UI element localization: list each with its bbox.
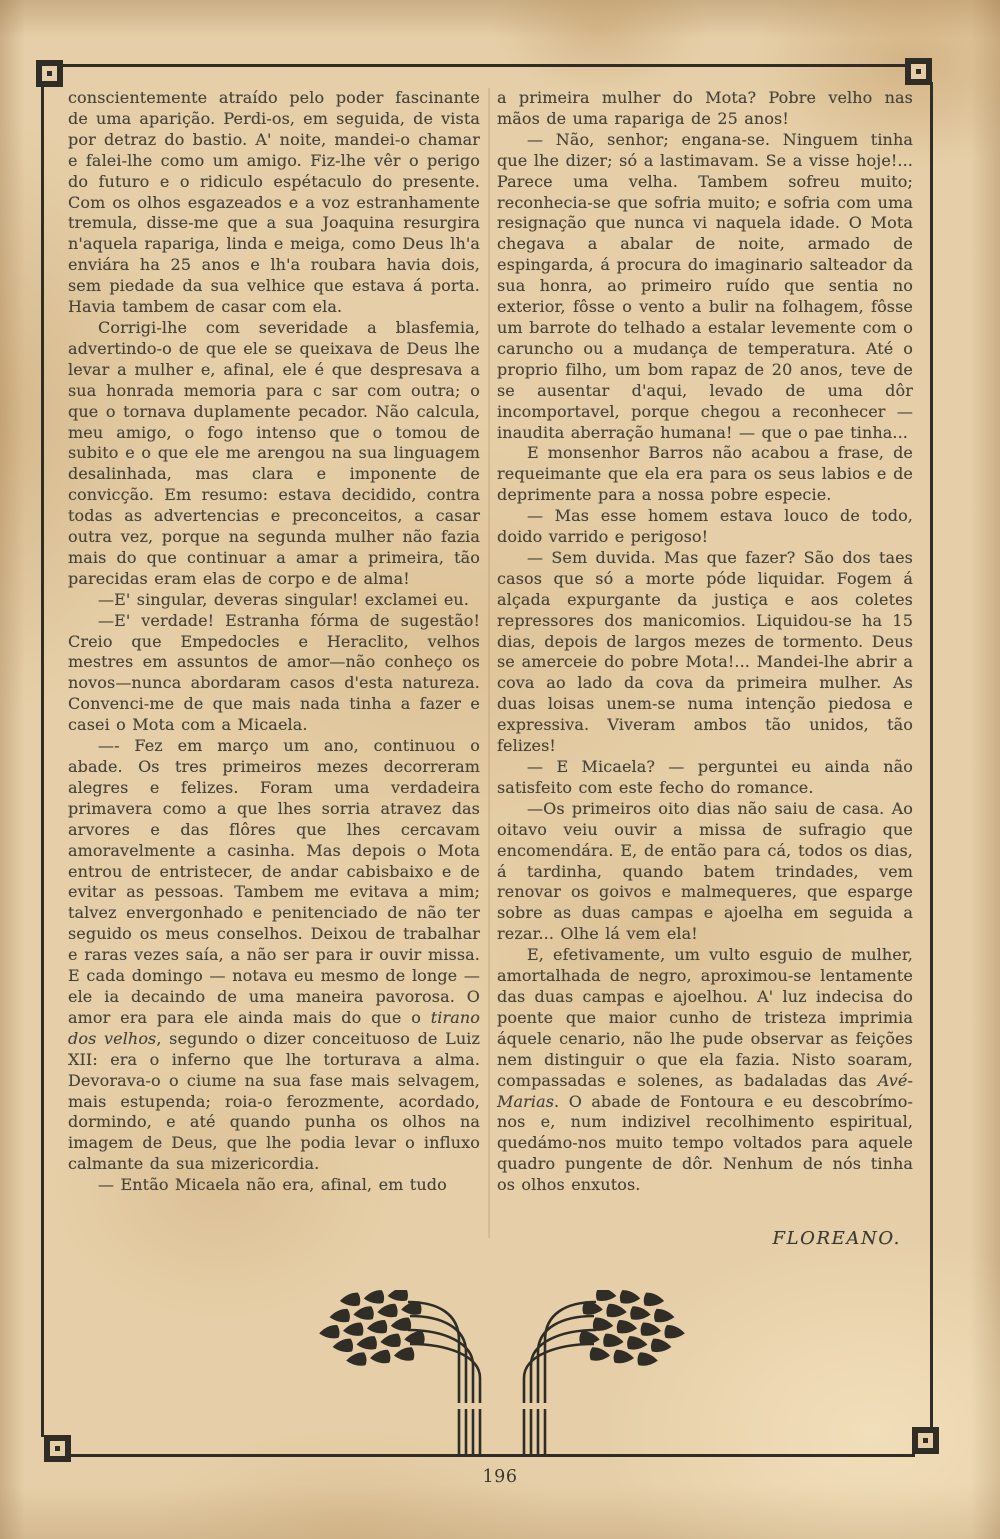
text-run: a primeira mulher do Mota? Pobre velho nas mãos de uma rapariga de 25 anos!	[497, 88, 913, 128]
italic-run: Avé-Marias	[497, 1070, 913, 1111]
text-run: , segundo o dizer conceituoso de Luiz XII: era o inferno que lhe torturava a alma. Devorava-o o ciume na sua fase mais selvagem, mais estupenda; roia-o ferozmente, acordado, dormindo, e até quando punha os olhos na imagem de Deus, que lhe podia levar o influxo calmante da sua mizericordia.	[68, 1028, 480, 1174]
paragraph	[497, 130, 913, 444]
text-run: — Sem duvida. Mas que fazer? São dos taes casos que só a morte póde liquidar. Fogem á alçada expurgante da justiça e aos coletes repressores dos manicomios. Liquidou-se ha 15 dias, depois de largos mezes de tormento. Deus se amerceie do pobre Mota!... Mandei-lhe abrir a cova ao lado da cova da primeira mulher. As duas loisas unem-se numa intenção piedosa e expressiva. Viveram ambos tão unidos, tão felizes!	[497, 547, 913, 756]
text-run: Corrigi-lhe com severidade a blasfemia, advertindo-o de que ele se queixava de Deus lhe levar a mulher e, afinal, ele é que despresava a sua honrada memoria para c sar com outra; o que o tornava duplamente pecador. Não calcula, meu amigo, o fogo intenso que o tomou de subito e o que ele me arengou na sua linguagem desalinhada, mas clara e imponente de convicção. Em resumo: estava decidido, contra todas as advertencias e preconceitos, a casar outra vez, porque na segunda mulher não fazia mais do que continuar a amar a primeira, tão parecidas eram elas de corpo e de alma!	[68, 317, 480, 588]
text-run: —E' verdade! Estranha fórma de sugestão! Creio que Empedocles e Heraclito, velhos mestres em assuntos de amor—não conheço os novos—nunca abordaram casos d'esta natureza. Convenci-me de que mais nada tinha a fazer e casei o Mota com a Micaela.	[68, 610, 480, 735]
text-run: — Então Micaela não era, afinal, em tudo	[98, 1175, 447, 1195]
text-run: — Mas esse homem estava louco de todo, doido varrido e perigoso!	[497, 506, 913, 547]
paragraph	[497, 548, 913, 757]
paragraph	[497, 88, 913, 130]
text-run: — Não, senhor; engana-se. Ninguem tinha que lhe dizer; só a lastimavam. Se a visse hoje!... Parece uma velha. Tambem sofreu muito; reconhecia-se que sofria muito; e sofria com uma resignação que nunca vi naquela idade. O Mota chegava a abalar de noite, armado de espingarda, á procura do imaginario salteador da sua honra, ao primeiro ruído que sentia no exterior, fôsse o vento a bulir na folhagem, fôsse um barrote do telhado a estalar levemente com o caruncho ou a mudança de temperatura. Até o proprio filho, um bom rapaz de 20 anos, teve de se ausentar d'aqui, levado de uma dôr incomportavel, porque chegou a reconhecer — inaudita aberração humana! — que o pae tinha...	[497, 129, 913, 442]
paragraph	[68, 590, 480, 611]
corner-ornament-icon	[44, 1435, 71, 1462]
text-run: E monsenhor Barros não acabou a frase, de requeimante que ela era para os seus labios e de deprimente para a nossa pobre especie.	[497, 443, 913, 505]
text-run: —- Fez em março um ano, continuou o abade. Os tres primeiros mezes decorreram alegres e felizes. Foram uma verdadeira primavera como a que lhes sorria atravez das arvores e das flôres que lhes cercavam amoravelmente a casinha. Mas depois o Mota entrou de entristecer, de andar cabisbaixo e de evitar as pessoas. Tambem me evitava a mim; talvez envergonhado e penitenciado de não ter seguido os meus conselhos. Deixou de trabalhar e raras vezes saía, a não ser para ir ouvir missa. E cada domingo — notava eu mesmo de longe — ele ia decaindo de uma maneira pavorosa. O amor era para ele ainda mais do que o	[68, 736, 480, 1027]
paragraph	[68, 88, 480, 318]
corner-ornament-icon	[912, 1427, 939, 1454]
text-run: —Os primeiros oito dias não saiu de casa. Ao oitavo veiu ouvir a missa de sufragio que encomendára. E, de então para cá, todos os dias, á tardinha, quando batem trindades, vem renovar os goivos e malmequeres, que esparge sobre as duas campas e ajoelha em seguida a rezar... Olhe lá vem ela!	[497, 798, 913, 944]
frame-border-right	[930, 82, 933, 1429]
paragraph	[68, 736, 480, 1175]
text-run: — E Micaela? — perguntei eu ainda não satisfeito com este fecho do romance.	[497, 757, 913, 797]
text-run: . O abade de Fontoura e eu descobrímo-nos e, num indizivel recolhimento espiritual, quedámo-nos muito tempo voltados para aquele quadro pungente de dôr. Nenhum de nós tinha os olhos enxutos.	[497, 1091, 913, 1195]
paragraph	[497, 506, 913, 548]
paragraph	[497, 945, 913, 1196]
column-gutter-crease	[488, 88, 490, 1238]
paragraph	[68, 611, 480, 736]
italic-run: tirano dos velhos	[68, 1007, 480, 1048]
left-column	[68, 88, 480, 1196]
text-run: conscientemente atraído pelo poder fascinante de uma aparição. Perdi-os, em seguida, de vista por detraz do bastio. A' noite, mandei-o chamar e falei-lhe como um amigo. Fiz-lhe vêr o perigo do futuro e o ridiculo espétaculo do presente. Com os olhos esgazeados e a voz estranhamente tremula, disse-me que a sua Joaquina resurgira n'aquela rapariga, linda e meiga, como Deus lh'a enviára ha 25 anos e lh'a roubara havia dois, sem piedade da sua velhice que estava á porta. Havia tambem de casar com ela.	[68, 88, 480, 317]
frame-border-top	[57, 64, 908, 67]
paragraph	[497, 443, 913, 506]
paragraph	[68, 318, 480, 590]
paragraph	[497, 799, 913, 945]
paragraph	[497, 757, 913, 799]
text-run: —E' singular, deveras singular! exclamei eu.	[98, 589, 469, 609]
author-signature: FLOREANO.	[772, 1228, 901, 1249]
page-number: 196	[482, 1467, 518, 1487]
text-run: E, efetivamente, um vulto esguio de mulher, amortalhada de negro, aproximou-se lentamente das duas campas e ajoelhou. A' luz indecisa do poente que maior cunho de tristeza imprimia áquele cenario, não lhe pude observar as feições nem distinguir o que ela fazia. Nisto soaram, compassadas e solenes, as badaladas das	[497, 945, 913, 1090]
paragraph	[68, 1175, 480, 1196]
corner-ornament-icon	[905, 58, 932, 85]
frame-border-left	[41, 84, 44, 1437]
corner-ornament-icon	[36, 60, 63, 87]
wheat-spikes-icon	[312, 1290, 692, 1456]
right-column	[497, 88, 913, 1196]
